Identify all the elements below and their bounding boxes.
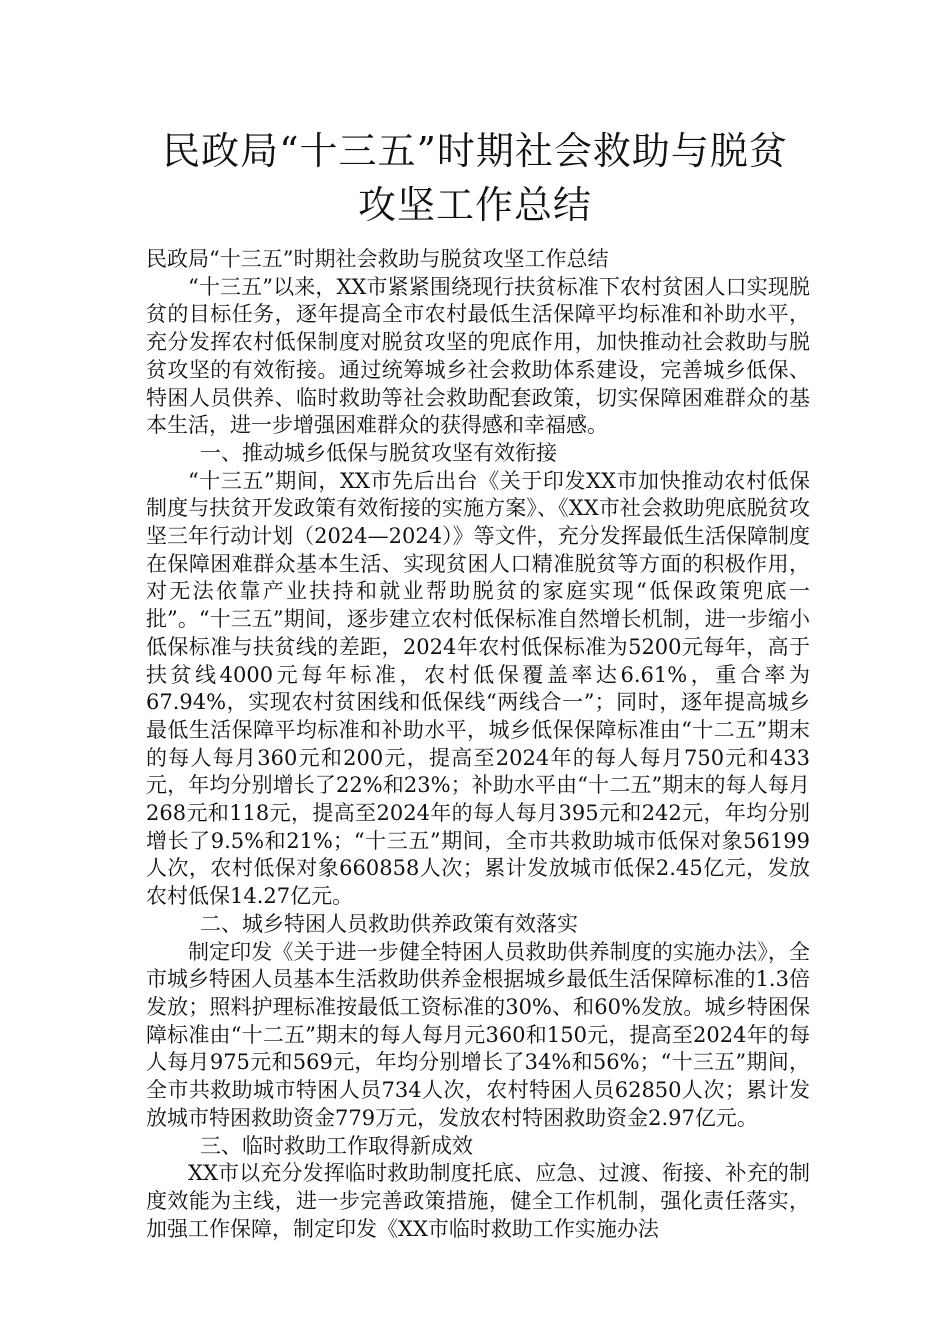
section-heading-2: 二、城乡特困人员救助供养政策有效落实 xyxy=(200,911,578,936)
document-subtitle: 民政局“十三五”时期社会救助与脱贫攻坚工作总结 xyxy=(146,247,609,271)
document-title: 民政局“十三五”时期社会救助与脱贫攻坚工作总结 xyxy=(162,129,788,227)
section-1-paragraph: “十三五”期间，XX市先后出台《关于印发XX市加快推动农村低保制度与扶贫开发政策有效衔接的实施方案》、《XX市社会救助兜底脱贫攻坚三年行动计划（2024—2024）》等文件，充分发挥最低生活保障制度在保障困难群众基本生活、实现贫困人口精准脱贫等方面的积极作用，对无法依靠产业扶持和就业帮助脱贫的家庭实现“低保政策兜底一批”。“十三五”期间，逐步建立农村低保标准自然增长机制，进一步缩小低保标准与扶贫线的差距，2024年农村低保标准为5200元每年，高于扶贫线4000元每年标准，农村低保覆盖率达6.61%，重合率为67.94%，实现农村贫困线和低保线“两线合一”；同时，逐年提高城乡最低生活保障平均标准和补助水平，城乡低保保障标准由“十二五”期末的每人每月360元和200元，提高至2024年的每人每月750元和433元，年均分别增长了22%和23%；补助水平由“十二五”期末的每人每月268元和118元，提高至2024年的每人每月395元和242元，年均分别增长了9.5%和21%；“十三五”期间，全市共救助城市低保对象56199人次，农村低保对象660858人次；累计发放城市低保2.45亿元，发放农村低保14.27亿元。 xyxy=(146,468,810,909)
intro-paragraph: “十三五”以来，XX市紧紧围绕现行扶贫标准下农村贫困人口实现脱贫的目标任务，逐年提高全市农村最低生活保障平均标准和补助水平，充分发挥农村低保制度对脱贫攻坚的兜底作用，加快推动社会救助与脱贫攻坚的有效衔接。通过统筹城乡社会救助体系建设，完善城乡低保、特困人员供养、临时救助等社会救助配套政策，切实保障困难群众的基本生活，进一步增强困难群众的获得感和幸福感。 xyxy=(146,274,810,438)
section-heading-1: 一、推动城乡低保与脱贫攻坚有效衔接 xyxy=(200,440,557,465)
document-body xyxy=(146,246,810,1243)
section-heading-3: 三、临时救助工作取得新成效 xyxy=(200,1133,473,1158)
section-3-paragraph: XX市以充分发挥临时救助制度托底、应急、过渡、衔接、补充的制度效能为主线，进一步完善政策措施，健全工作机制，强化责任落实，加强工作保障，制定印发《XX市临时救助工作实施办法 xyxy=(146,1161,810,1241)
section-2-paragraph: 制定印发《关于进一步健全特困人员救助供养制度的实施办法》，全市城乡特困人员基本生活救助供养金根据城乡最低生活保障标准的1.3倍发放；照料护理标准按最低工资标准的30%、和60%发放。城乡特困保障标准由“十二五”期末的每人每月元360和150元，提高至2024年的每人每月975元和569元，年均分别增长了34%和56%；“十三五”期间，全市共救助城市特困人员734人次，农村特困人员62850人次；累计发放城市特困救助资金779万元，发放农村特困救助资金2.97亿元。 xyxy=(146,939,810,1130)
